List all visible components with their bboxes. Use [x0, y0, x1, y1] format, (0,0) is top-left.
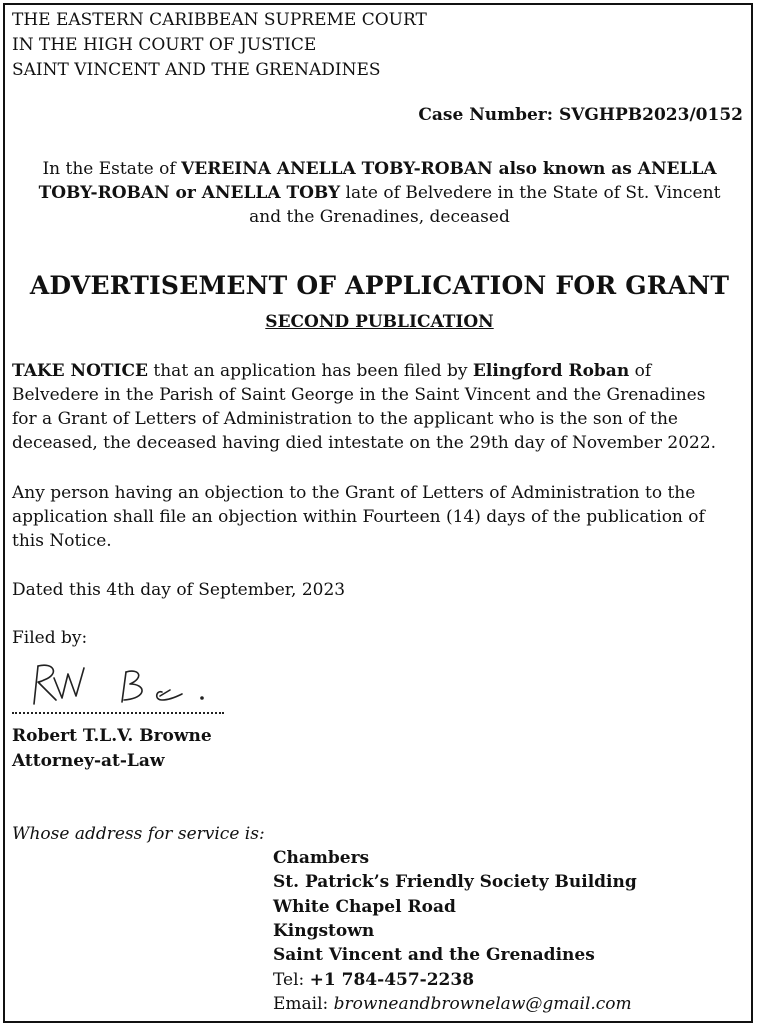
notice-line-3: for a Grant of Letters of Administration to the applicant who is the son of the: [12, 409, 678, 429]
filed-by-label: Filed by:: [12, 628, 88, 648]
signature-line: [12, 712, 224, 714]
court-header-line-3: SAINT VINCENT AND THE GRENADINES: [12, 60, 381, 80]
case-number: Case Number: SVGHPB2023/0152: [418, 105, 743, 125]
email-address: browneandbrownelaw@gmail.com: [333, 994, 632, 1014]
estate-line-1: In the Estate of VEREINA ANELLA TOBY-ROBAN also known as ANELLA: [42, 159, 717, 179]
signer-role: Attorney-at-Law: [12, 751, 165, 771]
telephone-number: +1 784-457-2238: [309, 970, 475, 990]
signature: [30, 660, 220, 710]
publication-subtitle: SECOND PUBLICATION: [265, 312, 494, 332]
notice-title: ADVERTISEMENT OF APPLICATION FOR GRANT: [29, 271, 730, 300]
objection-line-1: Any person having an objection to the Grant of Letters of Administration to the: [12, 483, 696, 503]
court-header-line-1: THE EASTERN CARIBBEAN SUPREME COURT: [12, 10, 427, 30]
objection-line-3: this Notice.: [12, 531, 112, 551]
signer-name: Robert T.L.V. Browne: [12, 726, 212, 746]
email: Email: browneandbrownelaw@gmail.com: [273, 994, 632, 1014]
telephone: Tel: +1 784-457-2238: [273, 970, 475, 990]
address-intro: Whose address for service is:: [12, 824, 265, 844]
estate-line-2: TOBY-ROBAN or ANELLA TOBY late of Belvedere in the State of St. Vincent: [38, 183, 721, 203]
notice-line-2: Belvedere in the Parish of Saint George in the Saint Vincent and the Grenadines: [12, 385, 706, 405]
address-line-1: Chambers: [273, 848, 370, 868]
address-line-4: Kingstown: [273, 921, 375, 941]
court-header-line-2: IN THE HIGH COURT OF JUSTICE: [12, 35, 317, 55]
dated-line: Dated this 4th day of September, 2023: [12, 580, 346, 600]
notice-line-1: TAKE NOTICE that an application has been filed by Elingford Roban of: [12, 361, 652, 381]
address-line-3: White Chapel Road: [273, 897, 456, 917]
address-line-5: Saint Vincent and the Grenadines: [273, 945, 595, 965]
estate-line-3: and the Grenadines, deceased: [249, 207, 510, 227]
address-line-2: St. Patrick’s Friendly Society Building: [273, 872, 637, 892]
notice-line-4: deceased, the deceased having died intestate on the 29th day of November 2022.: [12, 433, 717, 453]
objection-line-2: application shall file an objection within Fourteen (14) days of the publication of: [12, 507, 705, 527]
